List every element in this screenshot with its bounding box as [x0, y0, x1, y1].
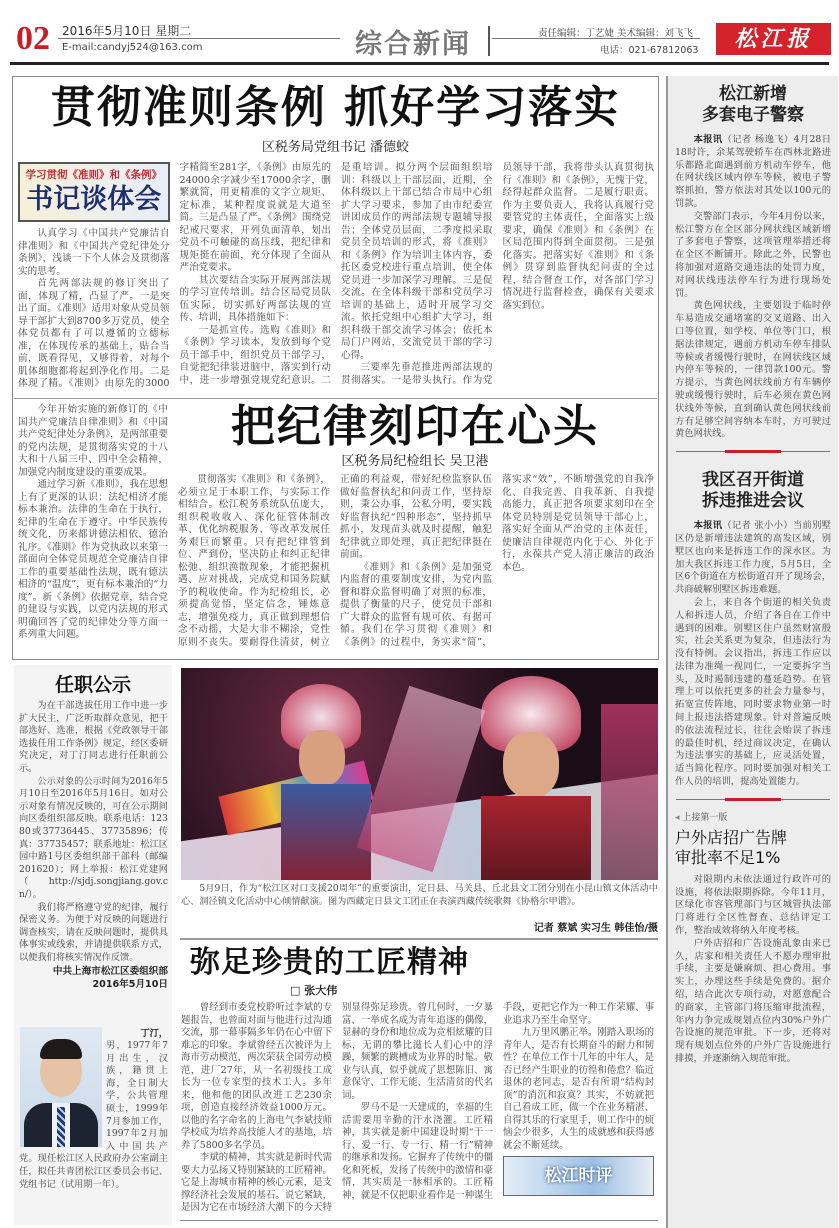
sidebar-story-1 — [668, 76, 838, 441]
person-bio-top — [106, 1027, 168, 1040]
paragraph: 九万里风鹏正举。刚踏入职场的青年人，是否有长期奋斗的耐力和韧性？在单位工作十几年的中年人，是否已经产生职业的彷徨和倦怠？临近退休的老同志，是否有所谓“结构封顶”的消沉和寂寞？其实，不妨就把自己看成工匠，做一个在业务精湛、自得其乐的行家里手，则工作中的烦恼会少很多，人生的成就感和获得感就会不断延续。 — [503, 1027, 654, 1151]
lead-tag: 本报讯 — [693, 520, 723, 532]
paragraph — [675, 520, 831, 597]
column-logo — [18, 162, 170, 222]
arrow-left-icon: ◂ — [675, 812, 683, 823]
performance-photo — [181, 668, 658, 880]
paragraph: 我们将严格遵守党的纪律，履行保密义务。为便于对反映的问题进行调查核实，请在反映问题时，提供具体事实或线索，并请提供联系方式，以便我们将核实情况作反馈。 — [19, 901, 168, 963]
photo-credit: 记者 蔡斌 实习生 韩佳怡/摄 — [533, 923, 658, 934]
lead-text: （记者 杨逸飞）4月28日18时许，余某驾驶轿车在西林北路进乐都路北面遇到前方机动车停车，他在网状线区域内停车等候，被电子警察抓拍，警方依法对其处以100元的罚款。 — [675, 134, 831, 209]
newspaper-logo: 松江报 — [716, 23, 831, 55]
story-headline — [675, 828, 831, 868]
notice-date: 2016年5月10日 — [92, 979, 168, 991]
paragraph: 今年开始实施的新修订的《中国共产党廉洁自律准则》和《中国共产党纪律处分条例》，是两部重要的党内法规，是贯彻落实党的十八大和十八届三中、四中全会精神，加强党内制度建设的重要成果。 — [18, 404, 168, 478]
divider — [180, 1220, 658, 1221]
paragraph: 三要率先垂范推进两部法规的贯彻落实。一是带头执行。作为党员领导干部，我将带头认真贯彻执行《准则》和《条例》，无愧于党，经得起群众监督。二是履行职责。作为主要负责人，我将认真履行党要管党的主体责任，全面落实上级要求，确保《准则》和《条例》在区局范围内得到全面贯彻。三是强化落实。把落实好《准则》和《条例》贯穿到监督执纪问责的全过程，结合督查工作，对各部门学习情况进行监督检查，确保有关要求落实到位。 — [341, 162, 654, 386]
column-logo-bottom: 书记谈体会 — [26, 184, 162, 215]
sidebar-story-2 — [668, 460, 838, 789]
person-name: 丁汀， — [140, 1028, 168, 1039]
bio-text: 男，1977年7月出生，汉族，籍贯上海，全日制大学，公共管理硕士，1999年7月参加工作，1997年2月加入中国共产党。现任松江区人民政府办公室副主任，拟任共青团松江区委员会书记、党组书记（试用期一年）。 — [19, 1040, 168, 1190]
paragraph: 首先两部法规的修订突出了面，体现了精，凸显了严。一是突出了面。《准则》适用对象从党员领导干部扩大到8700多万党员，使全体党员都有了可以遵循的立德标准，在体现传承的基础上，贴合当前，既看得见，又够得着，对每个肌体细胞都将起到净化作用。二是体现了精。《准则》由原先的3000字精简至281字，《条例》由原先的24000余字减少至17000余字，删繁就简，用更精准的文字立规矩、定标准，某种程度说就是大道至简。三是凸显了严。《条例》围绕党纪戒尺要求，开列负面清单，划出党员不可触碰的高压线，把纪律和规矩挺在前面，充分体现了全面从严治党要求。 — [18, 162, 331, 389]
notice-signature: 中共上海市松江区委组织部 — [52, 966, 168, 978]
column-logo-shiping — [503, 1156, 654, 1196]
story-headline — [675, 470, 831, 512]
issue-date: 2016年5月10日 星期二 — [62, 24, 192, 38]
lead-text: （记者 张小小）当前别墅区仍是新增违法建筑的高发区域，别墅区也向来是拆违工作的深水区。为加大我区拆违工作力度，5月5日，全区6个街道在方松街道召开了现场会，共商破解别墅区拆违难题。 — [675, 520, 831, 596]
paragraph: 罗马不是一天建成的，幸福的生活需要用辛勤的汗水浇灌。工匠精神，其实就是新中国建设时期“干一行、爱一行、专一行、精一行”精神的继承和发扬。它摒弃了传统中的僵化和死板，发扬了传统中的激情和豪情，其实质是一脉相承的。工匠精神，就是不仅把职业看作是一种谋生手段，更把它作为一种工作荣耀、事业追求乃至生命坚守。 — [342, 1002, 654, 1201]
photo-caption: 5月9日，作为“松江区对口支援20周年”的重要演出，定日县、马关县、丘北县文工团分别在小昆山镇文体活动中心、洞泾镇文化活动中心倾情献演。图为西藏定日县文工团正在表演西藏传统歌舞《协格尔甲谐》。 — [181, 883, 658, 907]
notice-title: 任职公示 — [54, 674, 131, 696]
phone: 电话：021-67812063 — [600, 45, 699, 56]
divider — [488, 26, 490, 56]
paragraph: 对限期内未依法通过行政许可的设施，将依法限期拆除。今年11月，区绿化市容管理部门与区城管执法部门将进行全区性督查、总结评定工作，整治成效将纳入年度考核。 — [675, 873, 831, 937]
paragraph — [675, 134, 831, 211]
paragraph: 其次要结合实际开展两部法规的学习宣传培训。结合区局党员队伍实际，切实抓好两部法规的宣传、培训，具体措施如下： — [179, 274, 331, 323]
headline-line: 多套电子警察 — [702, 105, 804, 125]
article2-byline: 区税务局纪检组长 吴卫港 — [341, 454, 489, 469]
email: E-mail:candyj524@163.com — [62, 42, 203, 53]
paragraph: 曾经到市委党校聆听过李斌的专题报告，也曾面对面与他进行过沟通交流，那一幕事隔多年仍在心中留下难忘的印象。李斌曾经五次被评为上海市劳动模范，两次荣获全国劳动模范，进厂27年，从一名初级技工成长为一位专家型的技术工人。多年来，他和他的团队改进工艺230余项，创造直接经济效益1000万元。以他的名字命名的上海电气李斌技师学校成为培养高技能人才的基地，培养了5800多名学员。 — [181, 1002, 332, 1151]
news-sidebar — [666, 76, 838, 1228]
divider — [58, 38, 340, 39]
divider — [676, 799, 830, 800]
paragraph: 为在干部选拔任用工作中进一步扩大民主，广泛听取群众意见，把干部选好、选准，根据《党政领导干部选拔任用工作条例》规定，经区委研究决定，对丁汀同志进行任职前公示。 — [19, 700, 168, 774]
divider — [676, 451, 830, 452]
sidebar-story-3 — [668, 808, 838, 1066]
headline-line: 我区召开街道 — [702, 470, 804, 491]
paragraph: 贯彻落实《准则》和《条例》，必须立足于本职工作，与实际工作相结合。松江税务系统队伍庞大，组织税收收入、深化征管体制改革、优化纳税服务、等改革发展任务艰巨而繁重。只有把纪律管到位、严到份，坚决防止和纠正纪律松弛、组织涣散现象，才能把握机遇、应对挑战，完成党和国务院赋予的税收使命。作为纪检组长，必须提高觉悟，坚定信念，锤炼意志，增强免疫力，真正做到理想信念不动摇，大是大非不糊涂，党性原则不丧失。要耐得住清贫，树立正确的利益观，带好纪检监察队伍做好监督执纪和问责工作，坚持原则，秉公办事，公私分明，要实践好监督执纪“四种形态”，坚持抓早抓小，发现苗头就及时提醒，触犯纪律就立即处理，真正把纪律挺在前面。 — [178, 474, 492, 648]
page-number: 02 — [16, 20, 50, 57]
paragraph: 黄色网状线，主要划设于临时停车易造成交通堵塞的交叉道路、出入口等位置，如学校、单位等门口，根据法律规定，遇前方机动车停车排队等候或者缓慢行驶时，在网状线区域内停车等候的，一律罚款100元。警方提示，当黄色网状线前方有车辆停驶或缓慢行驶时，后车必须在黄色网状线外等候，直到确认黄色网状线前方有足够空间容纳本车时，方可驶过黄色网状线。 — [675, 300, 831, 440]
article2-headline: 把纪律刻印在心头 — [231, 401, 599, 452]
article1-body — [18, 162, 654, 394]
paragraph: 《准则》和《条例》是加强党内监督的重要制度安排，为党内监督和群众监督明确了对照的标准，提供了衡量的尺子，使党员干部和广大群众的监督有规可依、有据可循。我们在学习贯彻《准则》和《条例》的过程中，务实求“简”，落实求“效”，不断增强党的自我净化、自我完善、自我革新、自我提高能力，真正把各项要求刻印在全体党员特别是党员领导干部心上，落实好全面从严治党的主体责任，使廉洁自律规范内化于心、外化于行，永葆共产党人清正廉洁的政治本色。 — [340, 474, 654, 648]
headline-line: 户外店招广告牌 — [675, 827, 788, 847]
divider — [14, 398, 657, 399]
paragraph: 通过学习新《准则》，我在思想上有了更深的认识：法纪相济才能标本兼治。法律的生命在于执行，纪律的生命在于遵守。中华民族传统文化，历来都讲德法相依、德治礼序。《准则》作为党执政以来第一部面向全体党员规范全党廉洁自律工作的重要基础性法规，既有德法相济的“温度”，更有标本兼治的“力度”。新《条例》依据党章，结合党的建设与实践，以党内法规的形式明确回答了党的纪律处分等方面一系列重大问题。 — [18, 479, 168, 640]
paragraph: 会上，来自各个街道的相关负责人和拆违人员，介绍了各自在工作中遇到的困难。别墅区住户虽然财富殷实，社会关系更为复杂，但违法行为没有特例。会议指出，拆违工作应以法律为准绳一视同仁，一定要拆字当头，及时遏制违建的蔓延趋势。在管理上可以依托更多的社会力量参与，拓宽宣传阵地，同时要求物业第一时间上报违法搭建现象。针对普遍反映的依法流程过长，往往会贻误了拆违的最佳时机，经过商议决定，在确认为违法事实的基础上，应灵活处置，适当简化程序。同时要加强对相关工作人员的培训，提高处置能力。 — [675, 596, 831, 788]
continued-label — [675, 812, 831, 824]
continued-text: 上接第一版 — [682, 812, 728, 823]
editors: 责任编辑：丁艺婕 美术编辑：刘飞飞 — [538, 28, 694, 39]
article2-body — [178, 474, 654, 656]
headline-line: 拆违推进会议 — [702, 491, 804, 512]
notice-body — [19, 700, 168, 1022]
article3-body — [181, 1002, 654, 1215]
headline-line: 审批率不足1% — [675, 847, 781, 867]
divider — [180, 938, 658, 940]
story-headline — [675, 84, 831, 126]
paragraph: 认真学习《中国共产党廉洁自律准则》和《中国共产党纪律处分条例》，浅谈一下个人体会及贯彻落实的思考。 — [18, 228, 170, 277]
paragraph: 李斌的精神，其实就是新时代需要大力弘扬又特别紧缺的工匠精神。它是上海城市精神的核心元素，是支撑经济社会发展的基石。说它紧缺，是因为它在市场经济大潮下的今天特别显得弥足珍贵。曾几何时，一夕暴富、一举成名成为青年追逐的偶像，显赫的身份和地位成为竞相炫耀的目标，无谓的攀比滋长人们心中的浮躁，频繁的跳槽成为业界的时髦。敬业与认真，似乎就成了思想陈旧、寓意保守、工作无能、生活清贫的代名词。 — [181, 1002, 493, 1213]
paragraph: 公示对象的公示时间为2016年5月10日至2016年5月16日。如对公示对象有情况反映的，可在公示期间向区委组织部反映。联系电话：12380或37736445、37735896；传真：37735457；联系地址：松江区园中路1号区委组织部干部科（邮编201620）；网上举报：松江党建网（http://sjdj.songjiang.gov.cn/）。 — [19, 775, 168, 900]
article3-headline: 弥足珍贵的工匠精神 — [190, 945, 469, 980]
article1-headline: 贯彻准则条例 抓好学习落实 — [50, 82, 621, 133]
column-logo-text: 松江时评 — [544, 1166, 613, 1186]
lead-tag: 本报讯 — [693, 134, 723, 145]
headline-line: 松江新增 — [719, 84, 787, 104]
person-bio — [19, 1040, 168, 1222]
paragraph: 户外店招和广告设施乱象由来已久，店家和相关责任人不愿办理审批手续，主要是嫌麻烦、担心费用。事实上，办理这些手续是免费的。据介绍，结合此次专项行动，对愿意配合的商家，主管部门将压缩审批流程，年内力争完成规划点位内30%户外广告设施的规范审批。下一步，还将对现有规划点位外的户外广告设施进行排摸，并逐渐纳入规范审批。 — [675, 937, 831, 1065]
masthead-rule — [10, 62, 829, 65]
article2-intro — [18, 404, 168, 656]
article3-byline: □ 张大伟 — [290, 984, 338, 997]
paragraph: 一是抓宣传。选购《准则》和《条例》学习读本，发放到每个党员干部手中，组织党员干部学习，自觉把纪律装进脑中，落实到行动中，进一步增强党规党纪意识。二是重培训。拟分两个层面组织培训：科级以上干部层面，近期，全体科级以上干部已结合市局中心组扩大学习要求，参加了由市纪委宣讲团成员作的两部法规专题辅导报告；全体党员层面，二季度拟采取党员全员培训的形式，将《准则》和《条例》作为培训主体内容，委托区委党校进行重点培训，使全体党员进一步加深学习理解。三是促交流。在全体科级干部和党员学习培训的基础上，适时开展学习交流。依托党组中心组扩大学习，组织科级干部交流学习体会；依托本局门户网站，交流党员干部的学习心得。 — [179, 162, 493, 386]
section-title: 综合新闻 — [355, 29, 471, 60]
paragraph: 交警部门表示，今年4月份以来，松江警方在全区部分网状线区域新增了多套电子警察，这项管理举措还将在全区不断铺开。除此之外，民警也将加强对道路交通违法的处罚力度，对网状线违法停车行为进行现场处罚。 — [675, 210, 831, 299]
column-logo-top: 学习贯彻《准则》和《条例》 — [25, 169, 162, 181]
article1-byline: 区税务局党组书记 潘德蛟 — [261, 140, 410, 155]
